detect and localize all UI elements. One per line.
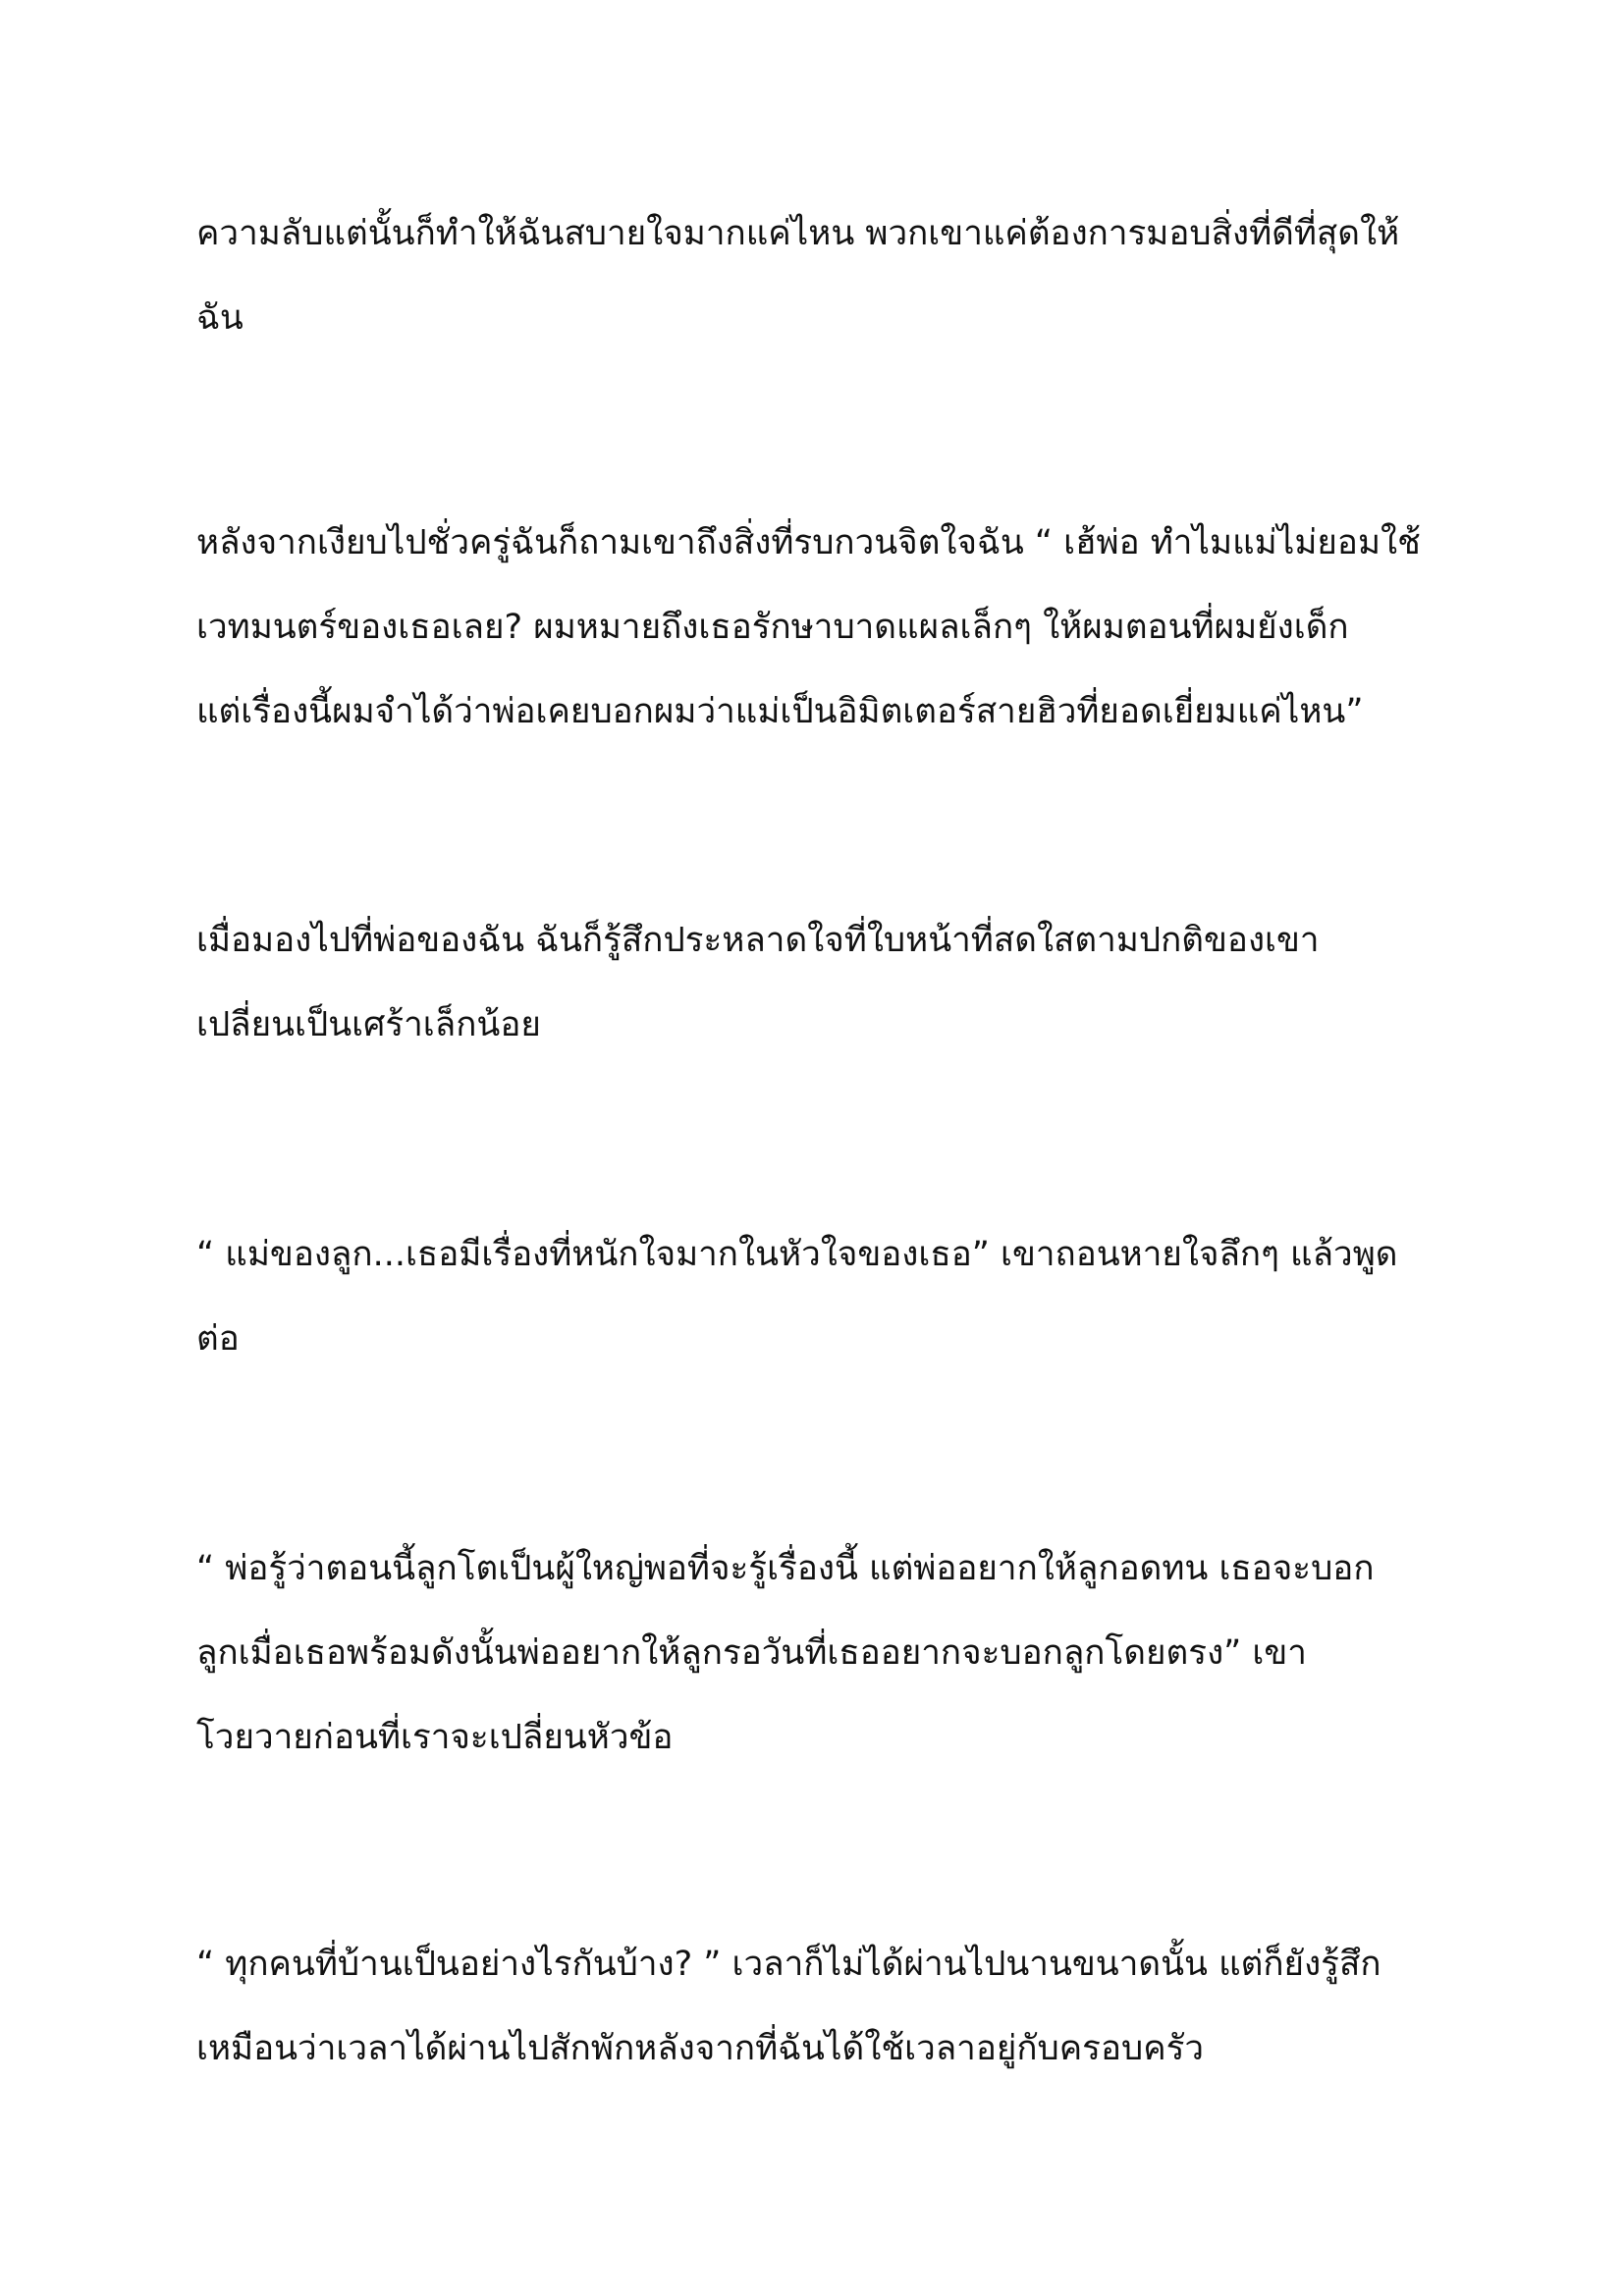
- text-line: ลูกเมื่อเธอพร้อมดังนั้นพ่ออยากให้ลูกรอวันที่เธออยากจะบอกลูกโดยตรง” เขา: [196, 1633, 1307, 1673]
- text-line: “ ทุกคนที่บ้านเป็นอย่างไรกันบ้าง? ” เวลาก็ไม่ได้ผ่านไปนานขนาดนั้น แต่ก็ยังรู้สึก: [196, 1945, 1381, 1984]
- text-line: ความลับแต่นั้นก็ทำให้ฉันสบายใจมากแค่ไหน พวกเขาแค่ต้องการมอบสิ่งที่ดีที่สุดให้: [196, 214, 1400, 253]
- text-line: โวยวายก่อนที่เราจะเปลี่ยนหัวข้อ: [196, 1718, 674, 1757]
- text-line: เปลี่ยนเป็นเศร้าเล็กน้อย: [196, 1005, 541, 1044]
- paragraph-1: [196, 191, 1453, 360]
- paragraph-5: [196, 1526, 1453, 1780]
- text-line: เมื่อมองไปที่พ่อของฉัน ฉันก็รู้สึกประหลาดใจที่ใบหน้าที่สดใสตามปกติของเขา: [196, 921, 1320, 960]
- text-line: ต่อ: [196, 1319, 240, 1359]
- text-line: แต่เรื่องนี้ผมจำได้ว่าพ่อเคยบอกผมว่าแม่เป็นอิมิตเตอร์สายฮิวที่ยอดเยี่ยมแค่ไหน”: [196, 692, 1364, 731]
- text-line: “ แม่ของลูก...เธอมีเรื่องที่หนักใจมากในหัวใจของเธอ” เขาถอนหายใจลึกๆ แล้วพูด: [196, 1235, 1398, 1274]
- paragraph-6: [196, 1922, 1453, 2091]
- text-line: ฉัน: [196, 298, 244, 338]
- paragraph-2: [196, 501, 1453, 754]
- paragraph-4: [196, 1212, 1453, 1381]
- text-line: หลังจากเงียบไปชั่วครู่ฉันก็ถามเขาถึงสิ่งที่รบกวนจิตใจฉัน “ เฮ้พ่อ ทำไมแม่ไม่ยอมใช้: [196, 523, 1421, 562]
- paragraph-3: [196, 898, 1453, 1067]
- text-line: เหมือนว่าเวลาได้ผ่านไปสักพักหลังจากที่ฉันได้ใช้เวลาอยู่กับครอบครัว: [196, 2029, 1205, 2068]
- text-line: “ พ่อรู้ว่าตอนนี้ลูกโตเป็นผู้ใหญ่พอที่จะรู้เรื่องนี้ แต่พ่ออยากให้ลูกอดทน เธอจะบอก: [196, 1549, 1375, 1588]
- text-line: เวทมนตร์ของเธอเลย? ผมหมายถึงเธอรักษาบาดแผลเล็กๆ ให้ผมตอนที่ผมยังเด็ก: [196, 608, 1349, 647]
